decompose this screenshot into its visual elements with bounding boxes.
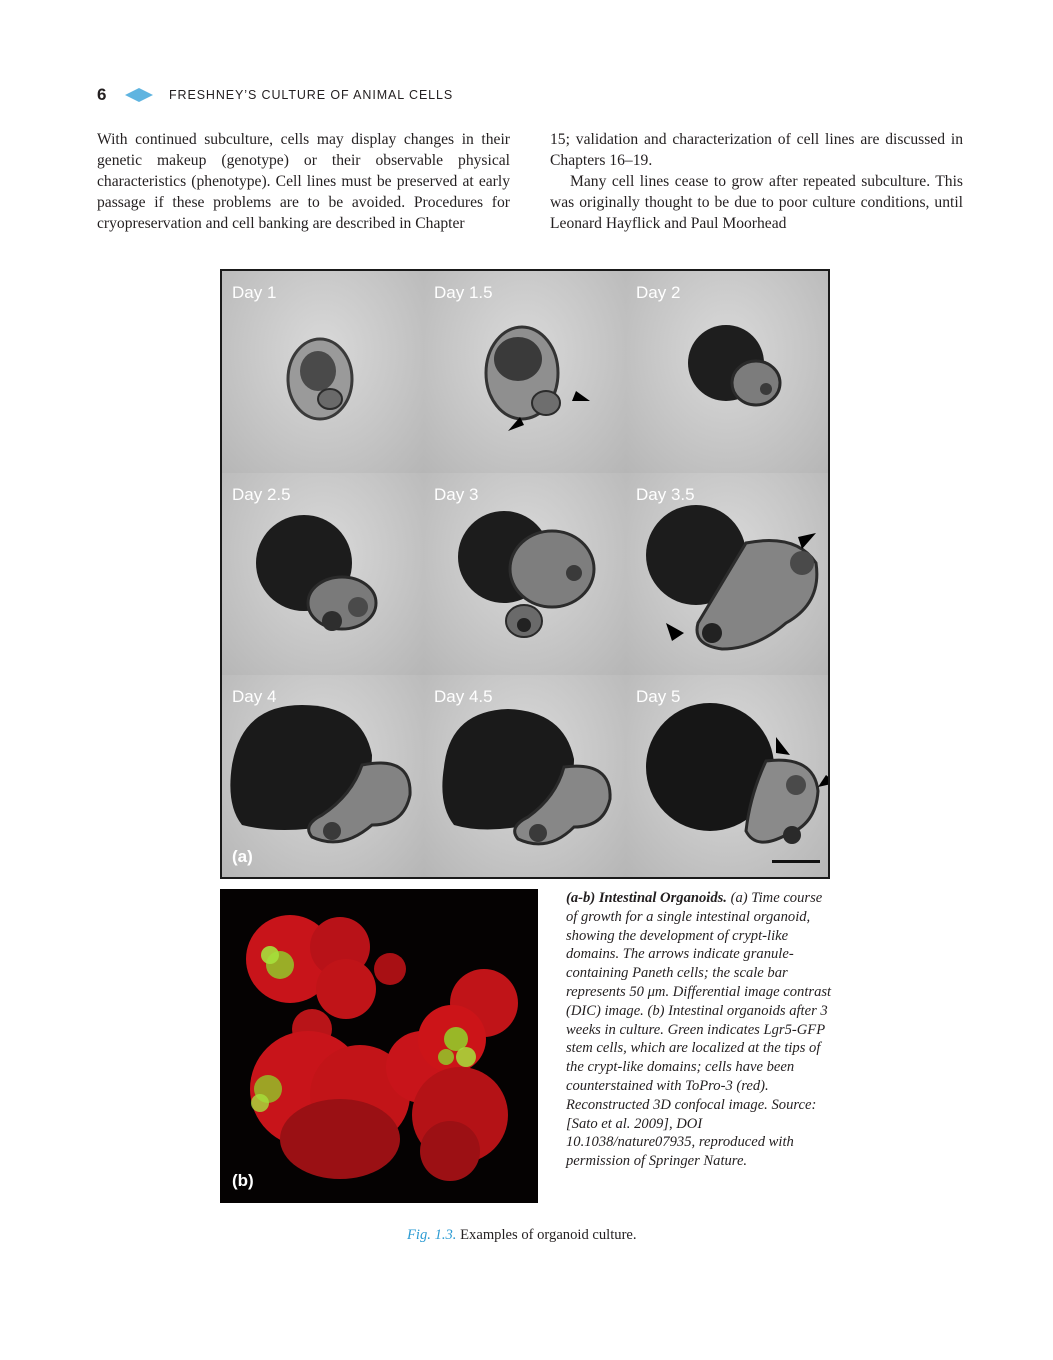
figure-label: Fig. 1.3.: [407, 1227, 457, 1243]
figure-b-letter: (b): [232, 1171, 254, 1190]
side-caption-title: (a-b) Intestinal Organoids.: [566, 890, 727, 906]
day-label: Day 5: [636, 687, 681, 706]
figure-caption-text: Examples of organoid culture.: [460, 1227, 637, 1243]
body-paragraph: Many cell lines cease to grow after repeated subculture. This was originally thought to be due to poor culture conditions, until Leonard Hayflick and Paul Moorhead: [550, 172, 963, 232]
right-column: [550, 130, 963, 235]
panel-grid: [222, 271, 828, 877]
time-panel: [424, 271, 626, 473]
day-label: Day 1: [232, 283, 277, 302]
diamond-ornament-icon: [125, 88, 153, 102]
side-caption-text: (a) Time course of growth for a single intestinal organoid, showing the development of crypt-like domains. The arrows indicate granule-containing Paneth cells; the scale bar represents 50 μm. Differential image contrast (DIC) image. (b) Intestinal organoids after 3 weeks in culture. Green indicates Lgr5-GFP stem cells, which are localized at the tips of the crypt-like domains; cells have been counterstained with ToPro-3 (red). Reconstructed 3D confocal image. Source: [Sato et al. 2009], DOI 10.1038/nature07935, reproduced with permission of Springer Nature.: [566, 890, 832, 1170]
time-panel: [626, 675, 828, 877]
page-number: 6: [97, 85, 107, 104]
time-panel: [424, 473, 626, 675]
left-column: [97, 130, 510, 235]
day-label: Day 3: [434, 485, 479, 504]
day-label: Day 4: [232, 687, 277, 706]
figure-a-time-course: [220, 269, 830, 879]
confocal-organoid-image: [220, 889, 538, 1203]
time-panel: [424, 675, 626, 877]
day-label: Day 2.5: [232, 485, 291, 504]
time-panel: [222, 675, 424, 877]
figure-caption: [407, 1227, 637, 1244]
time-panel: [222, 473, 424, 675]
book-title: FRESHNEY’S CULTURE OF ANIMAL CELLS: [169, 88, 454, 102]
day-label: Day 3.5: [636, 485, 695, 504]
body-paragraph: With continued subculture, cells may display changes in their genetic makeup (genotype) or their observable physical characteristics (phenotype). Cell lines must be preserved at early passage if these problems are to be avoided. Procedures for cryopreservation and cell banking are described in Chapter: [97, 131, 510, 232]
running-head: [97, 84, 453, 106]
figure-b-confocal: [220, 889, 538, 1203]
day-label: Day 4.5: [434, 687, 493, 706]
day-label: Day 1.5: [434, 283, 493, 302]
body-paragraph: 15; validation and characterization of cell lines are discussed in Chapters 16–19.: [550, 131, 963, 169]
day-label: Day 2: [636, 283, 681, 302]
time-panel: [626, 271, 828, 473]
time-panel: [222, 271, 424, 473]
scale-bar: [772, 860, 820, 863]
time-panel: [626, 473, 828, 675]
side-caption: [566, 889, 834, 1171]
figure-a-letter: (a): [232, 847, 253, 866]
